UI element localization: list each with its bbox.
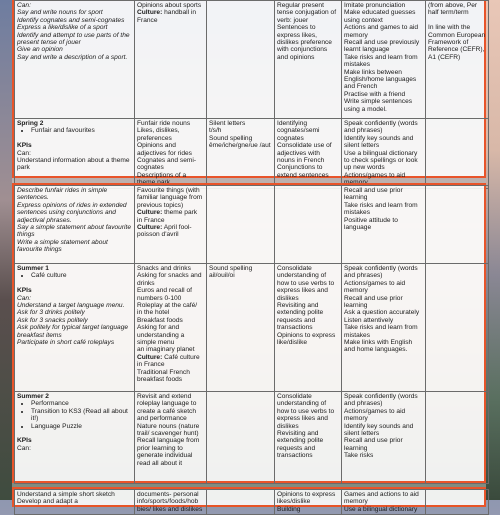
term-cell: [15, 119, 135, 189]
assessment-cell: (from above, Per half term/term In line with the Common European Framework of Reference (CEFR), A1 (CEFR): [426, 1, 489, 119]
grammar-cell: [275, 186, 342, 264]
table-row: [15, 119, 489, 189]
skills-cell: Speak confidently (words and phrases) Actions/games to aid memory Recall and use prior learning Ask a question accurately Listen attentively Take risks and learn from mistakes Make links with English and home languages.: [342, 264, 426, 392]
list-item: • Transition to KS3 (Read all about it!): [31, 408, 132, 423]
assessment-cell: [426, 392, 489, 484]
curriculum-block-spring: [12, 0, 486, 178]
table-row: [15, 392, 489, 484]
grammar-cell: Opinions to express likes/dislike Building: [275, 490, 342, 515]
skills-cell: Games and actions to aid memory Use a bilingual dictionary: [342, 490, 426, 515]
objectives-cell: Can: Say and write nouns for sport Identify cognates and semi-cognates Express a like/dislike of a sport Identify and attempt to use parts of the present tense of jouer Give an opinion Say and write a description of a sport.: [15, 1, 135, 119]
culture-label: Culture:: [137, 224, 163, 232]
grammar-cell: Consolidate understanding of how to use verbs to express likes and dislikes Revisiting and extending polite requests and transactions Opinions to express like/dislike: [275, 264, 342, 392]
curriculum-document: [12, 0, 486, 513]
table-row: [15, 186, 489, 264]
kpis-label: KPIs: [17, 437, 32, 445]
phonics-cell: Sound spelling ail/ouil/oi: [207, 264, 275, 392]
list-item: • Funfair and favourites: [31, 127, 132, 134]
vocabulary-cell: [135, 264, 207, 392]
skills-cell: Recall and use prior learning Take risks and learn from mistakes Positive attitude to language: [342, 186, 426, 264]
table-row: [15, 490, 489, 515]
term-title: Summer 1: [17, 265, 49, 272]
assessment-cell: [426, 186, 489, 264]
assessment-cell: [426, 264, 489, 392]
phonics-cell: Silent letters t/s/h Sound spelling ême/iche/gne/ue /aut: [207, 119, 275, 189]
topic-list: [17, 400, 132, 430]
grammar-cell: Consolidate understanding of how to use verbs to express likes and dislikes Revisiting and extending polite requests and transactions: [275, 392, 342, 484]
kpis-text: Can: Understand information about a theme park: [17, 149, 130, 172]
background-left-edge: [0, 0, 12, 500]
kpis-text: Can:: [17, 444, 31, 452]
term-title: Spring 2: [17, 120, 44, 127]
culture-label: Culture:: [137, 209, 163, 217]
skills-cell: Speak confidently (words and phrases) Actions/games to aid memory Identify key sounds and silent letters Recall and use prior learning Take risks: [342, 392, 426, 484]
list-item: • Performance: [31, 400, 132, 407]
kpis-text: Can: Understand a target language menu. Ask for 3 drinks politely Ask for 3 snacks politely Ask politely for typical target language breakfast items Participate in short café roleplays: [17, 294, 129, 347]
assessment-cell: [426, 119, 489, 189]
skills-cell: Imitate pronunciation Make educated guesses using context Actions and games to aid memory Recall and use previously learnt language Take risks and learn from mistakes Make links between English/home languages and French Practise with a friend Write simple sentences using a model.: [342, 1, 426, 119]
vocabulary-cell: documents- personal info/sports/foods/hob bies/ likes and dislikes: [135, 490, 207, 515]
vocabulary-cell: [135, 186, 207, 264]
topic-list: [17, 127, 132, 134]
list-item: • Café culture: [31, 272, 132, 279]
curriculum-table: [14, 0, 489, 189]
culture-text: handball in France: [137, 9, 197, 24]
culture-label: Culture:: [137, 353, 163, 361]
vocabulary-text: Favourite things (with familiar language from previous topics): [137, 187, 203, 209]
topic-list: [17, 272, 132, 279]
culture-text: April fool-poisson d'avril: [137, 224, 192, 239]
skills-cell: Speak confidently (words and phrases) Identify key sounds and silent letters Use a bilingual dictionary to check spellings or look up new words Actions/games to aid: [342, 119, 426, 189]
phonics-cell: [207, 392, 275, 484]
table-row: [15, 1, 489, 119]
vocabulary-cell: Revisit and extend roleplay language to create a café sketch and performance Nature nouns (nature trail/ scavenger hunt) Recall language from prior learning to generate individual read all about it: [135, 392, 207, 484]
term-cell: [15, 264, 135, 392]
culture-label: Culture:: [137, 9, 163, 17]
curriculum-table: [14, 489, 489, 515]
vocabulary-text: Snacks and drinks Asking for snacks and drinks Euros and recall of numbers 0-100 Roleplay at the café/ in the hotel Breakfast foods Asking for and understanding a simple menu an imaginary planet: [137, 265, 202, 354]
table-row: [15, 264, 489, 392]
phonics-cell: [207, 490, 275, 515]
vocabulary-cell: [135, 1, 207, 119]
phonics-cell: [207, 1, 275, 119]
term-cell: [15, 392, 135, 484]
assessment-cell: [426, 490, 489, 515]
curriculum-block-summer: [12, 183, 486, 483]
phonics-cell: [207, 186, 275, 264]
kpis-label: KPIs: [17, 287, 32, 295]
objectives-cell: Describe funfair rides in simple sentences. Express opinions of rides in extended sentences using conjunctions and adjectival phrases. Say a simple statement about favourite things Write a simple statement about favourite things: [15, 186, 135, 264]
curriculum-table: [14, 185, 489, 484]
curriculum-block-partial: [12, 487, 486, 513]
grammar-cell: Identifying cognates/semi cognates Consolidate use of adjectives with nouns in French Conjunctions to extend sentences: [275, 119, 342, 189]
culture-text: Café culture in France Traditional French breakfast foods: [137, 353, 200, 384]
grammar-cell: Regular present tense conjugation of verb: jouer Sentences to express likes, dislikes preference with conjunctions and opinions: [275, 1, 342, 119]
vocabulary-text: Opinions about sports: [137, 2, 202, 9]
objectives-cell: Understand a simple short sketch Develop and adapt a: [15, 490, 135, 515]
list-item: • Language Puzzle: [31, 423, 132, 430]
kpis-label: KPIs: [17, 142, 32, 150]
culture-text: theme park in France: [137, 209, 198, 224]
term-title: Summer 2: [17, 393, 49, 400]
vocabulary-cell: Funfair ride nouns Likes, dislikes, preferences Opinions and adjectives for rides Cognates and semi-cognates Descriptions of a: [135, 119, 207, 189]
